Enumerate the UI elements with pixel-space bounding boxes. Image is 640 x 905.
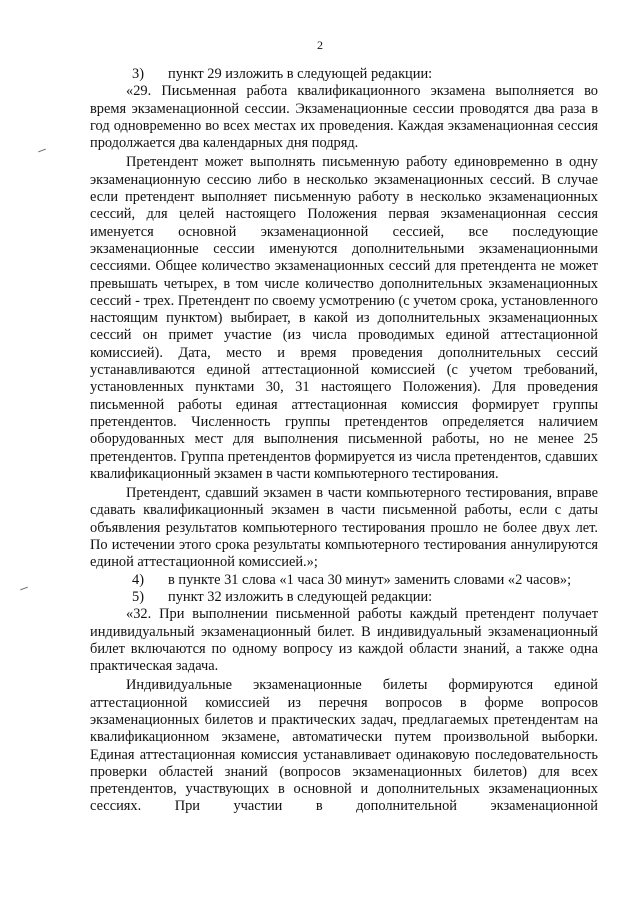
list-number: 5) (132, 588, 144, 605)
list-text: в пункте 31 слова «1 часа 30 минут» заменить словами «2 часов»; (168, 571, 572, 588)
list-item-5 (90, 589, 598, 606)
document-body (90, 66, 598, 816)
margin-mark (38, 149, 46, 153)
page-number: 2 (317, 38, 323, 52)
paragraph-29-sessions: Претендент может выполнять письменную работу единовременно в одну экзаменационную сессию либо в несколько экзаменационных сессий. В случае если претендент выполняет письменную работу в несколько экзаменационных сессий, для целей настоящего Положения первая экзаменационная сессия именуется основной экзаменационной сессией, все последующие экзаменационные сессии именуются дополнительными экзаменационными сессиями. Общее количество экзаменационных сессий для претендента не может превышать четырех, в том числе количество дополнительных экзаменационных сессий - трех. Претендент по своему усмотрению (с учетом срока, установленного настоящим пунктом) выбирает, в какой из дополнительных экзаменационных сессий он примет участие (из числа проводимых единой аттестационной комиссией). Дата, место и время проведения дополнительных сессий устанавливаются единой аттестационной комиссией (с учетом требований, установленных пунктами 30, 31 настоящего Положения). Для проведения письменной работы единая аттестационная комиссия формирует группы претендентов. Численность группы претендентов определяется наличием оборудованных мест для выполнения письменной работы, но не менее 25 претендентов. Группа претендентов формируется из числа претендентов, сдавших квалификационный экзамен в части компьютерного тестирования. (90, 154, 598, 482)
paragraph-32-formation: Индивидуальные экзаменационные билеты формируются единой аттестационной комиссией из перечня вопросов в форме вопросов экзаменационных билетов и практических задач, предлагаемых претендентам на квалификационном экзамене, автоматически путем произвольной выборки. Единая аттестационная комиссия устанавливает одинаковую последовательность проверки областей знаний (вопросов экзаменационных билетов) для всех претендентов, участвующих в основной и дополнительных экзаменационных сессиях. При участии в дополнительной экзаменационной (90, 677, 598, 815)
list-number: 4) (132, 571, 144, 588)
list-item-4 (90, 572, 598, 589)
margin-mark (20, 587, 28, 591)
list-text: пункт 29 изложить в следующей редакции: (168, 66, 433, 82)
list-text: пункт 32 изложить в следующей редакции: (168, 588, 433, 605)
list-item-3 (90, 66, 598, 83)
paragraph-29-validity: Претендент, сдавший экзамен в части компьютерного тестирования, вправе сдавать квалификационный экзамен в части письменной работы, если с даты объявления результатов компьютерного тестирования прошло не более двух лет. По истечении этого срока результаты компьютерного тестирования аннулируются единой аттестационной комиссией.»; (90, 485, 598, 571)
paragraph-29-intro: «29. Письменная работа квалификационного экзамена выполняется во время экзаменационной сессии. Экзаменационные сессии проводятся два раза в год одновременно во всех местах их проведения. Каждая экзаменационная сессия продолжается два календарных дня подряд. (90, 83, 598, 152)
paragraph-32-ticket: «32. При выполнении письменной работы каждый претендент получает индивидуальный экзаменационный билет. В индивидуальный экзаменационный билет включаются по одному вопросу из каждой области знаний, а также одна практическая задача. (90, 606, 598, 675)
list-number: 3) (132, 66, 144, 82)
